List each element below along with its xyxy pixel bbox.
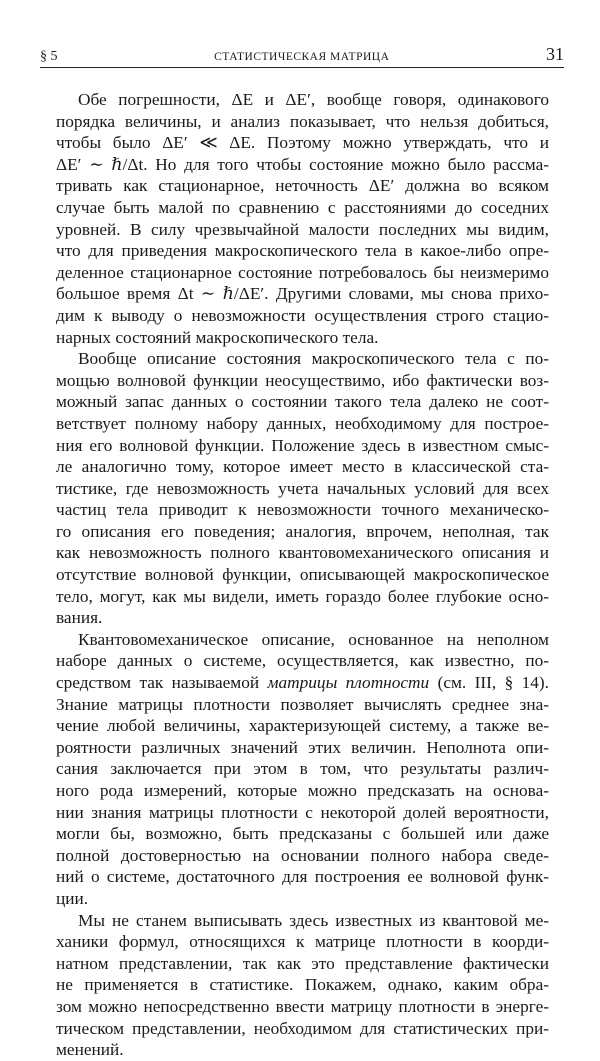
paragraph-3 [56, 629, 549, 910]
text-line: ного рода измерений, которые можно предсказать на основа- [56, 781, 549, 800]
text-line: полной достоверностью на основании полного набора сведе- [56, 845, 549, 865]
text-line: тривать как стационарное, неточность ΔE′ должна во всяком [56, 176, 549, 196]
text-line: нарных состояний макроскопического тела. [56, 327, 379, 347]
page-number: 31 [545, 44, 564, 64]
text-line: Знание матрицы плотности позволяет вычислять среднее зна- [56, 694, 549, 714]
text-line: что для приведения макроскопического тела в какое-либо опре- [56, 241, 549, 261]
text-line: частиц тела приводит к невозможности точного механическо- [56, 500, 549, 520]
text-line: ханики формул, относящихся к матрице плотности в коорди- [56, 932, 549, 952]
text-line: уровней. В силу чрезвычайной малости последних мы видим, [56, 219, 549, 239]
text-line: наборе данных о системе, осуществляется, как известно, по- [56, 651, 549, 671]
text-line: сания заключается при этом в том, что результаты различ- [56, 759, 549, 779]
text-line: чтобы было ΔE′ ≪ ΔE. Поэтому можно утверждать, что и [56, 133, 549, 153]
paragraph-4 [56, 910, 549, 1061]
text-line: натном представлении, так как это представление фактически [56, 953, 549, 973]
text-line: не применяется в статистике. Покажем, однако, каким обра- [56, 975, 549, 995]
text-line: тело, могут, как мы видели, иметь гораздо более глубокие осно- [56, 586, 549, 606]
text-line: как невозможность полного квантовомеханического описания и [56, 543, 549, 563]
text-line: ний о системе, достаточного для построения ее волновой функ- [56, 867, 549, 887]
paragraph-1 [56, 89, 549, 348]
text-line: средством так называемой матрицы плотности (см. III, § 14). [56, 673, 549, 693]
text-line: дим к выводу о невозможности осуществления строго стацио- [56, 305, 549, 325]
running-header [40, 44, 564, 66]
text-line: зом можно непосредственно ввести матрицу плотности в энерге- [56, 996, 549, 1016]
text-line: мощью волновой функции неосуществимо, ибо фактически воз- [56, 370, 549, 390]
text-line: можный запас данных о состоянии такого тела далеко не соот- [56, 392, 549, 412]
text-line: могли бы, возможно, быть предсказаны с большей или даже [56, 824, 549, 844]
running-title: СТАТИСТИЧЕСКАЯ МАТРИЦА [214, 51, 390, 63]
paragraph-2 [56, 348, 549, 629]
text-line: чение любой величины, характеризующей систему, а также ве- [56, 716, 549, 736]
emphasized-term: матрицы плотности [267, 673, 430, 693]
text-line: Обе погрешности, ΔE и ΔE′, вообще говоря, одинакового [78, 90, 549, 109]
text-line: тическом представлении, необходимом для статистических при- [56, 1018, 549, 1038]
text-line: тистике, где невозможность учета начальных условий для всех [56, 478, 549, 498]
text-line: деленное стационарное состояние потребовалось бы неизмеримо [56, 262, 549, 282]
text-line: ния его волновой функции. Положение здесь в известном смыс- [56, 435, 549, 455]
text-line: Вообще описание состояния макроскопического тела с по- [78, 349, 549, 369]
text-line: Квантовомеханическое описание, основанное на неполном [78, 629, 549, 649]
text-line: большое время Δt ∼ ℏ/ΔE′. Другими словами, мы снова прихо- [56, 284, 549, 304]
text-line: ле аналогично тому, которое имеет место в классической ста- [56, 457, 549, 477]
text-line: менений. [56, 1040, 124, 1060]
text-line: ветствует полному набору данных, необходимому для построе- [56, 413, 549, 433]
section-number: § 5 [40, 49, 58, 64]
text-line: отсутствие волновой функции, описывающей макроскопическое [56, 565, 549, 585]
text-line: ΔE′ ∼ ℏ/Δt. Но для того чтобы состояние можно было рассма- [56, 154, 549, 174]
text-line: го описания его поведения; аналогия, впрочем, неполная, так [56, 521, 549, 541]
text-line: нии знания матрицы плотности с некоторой долей вероятности, [56, 802, 549, 822]
header-rule [40, 67, 564, 68]
body-text [56, 89, 549, 1061]
text-line: Мы не станем выписывать здесь известных из квантовой ме- [78, 910, 549, 930]
text-line: роятности различных значений этих величин. Неполнота опи- [56, 737, 549, 757]
text-line: ции. [56, 888, 89, 908]
text-line: случае быть малой по сравнению с расстояниями до соседних [56, 197, 549, 217]
text-line: вания. [56, 608, 103, 628]
text-line: порядка величины, и анализ показывает, что нельзя добиться, [56, 111, 549, 131]
